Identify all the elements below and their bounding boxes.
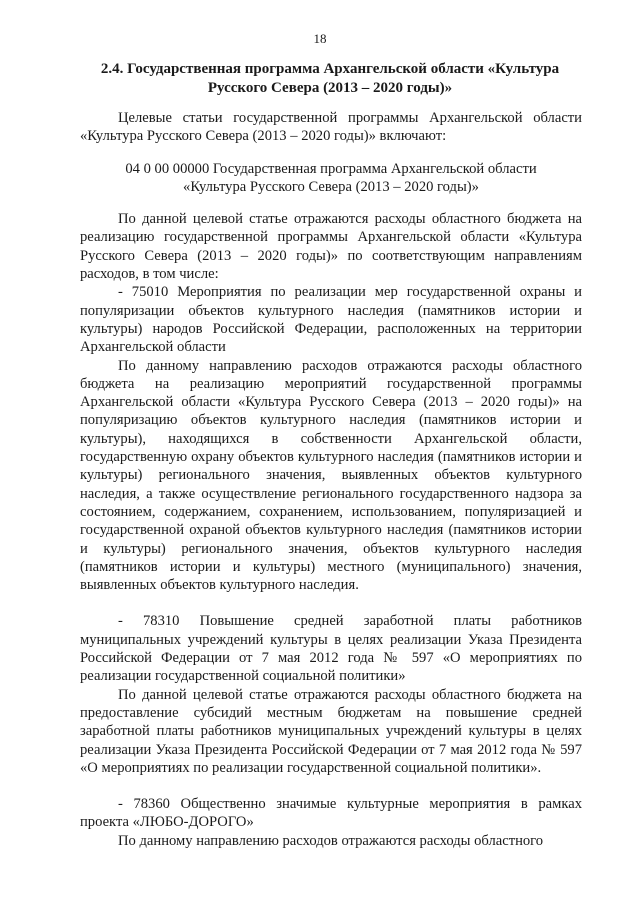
section-heading (80, 60, 580, 98)
intro-paragraph (80, 109, 582, 127)
paragraph-75010-description: По данному направлению расходов отражаются расходы областного бюджета на реализацию мероприятий государственной программы Архангельской области «Культура Русского Севера (2013 – 2020 годы)» на популяризацию объектов культурного наследия (памятников истории и культуры), находящихся в собственности Архангельской области, государственную охрану объектов культурного наследия (памятников истории и культуры) регионального значения, выявленных объектов культурного наследия, а также осуществление регионального государственного надзора за состоянием, содержанием, сохранением, использованием, популяризацией и государственной охраной объектов культурного наследия (памятников истории и культуры) регионального значения, объектов культурного наследия (памятников истории и культуры) местного (муниципального) значения, выявленных объектов культурного наследия. (80, 357, 582, 594)
item-75010: - 75010 Мероприятия по реализации мер государственной охраны и популяризации объектов культурного наследия (памятников истории и культуры) народов Российской Федерации, расположенных на территории Архангельской области (80, 284, 582, 356)
intro-paragraph-cont (80, 127, 582, 145)
spacer (80, 777, 582, 795)
section-heading-line: Русского Севера (2013 – 2020 годы)» (207, 80, 453, 96)
page-number: 18 (313, 31, 327, 46)
intro-line: Целевые статьи государственной программы Архангельской области (118, 110, 582, 126)
paragraph-target-article: По данной целевой статье отражаются расходы областного бюджета на реализацию государственной программы Архангельской области «Культура Русского Севера (2013 – 2020 годы)» по соответствующим направлениям расходов, в том числе: (80, 211, 582, 283)
program-code-line: «Культура Русского Севера (2013 – 2020 годы)» (183, 178, 479, 195)
program-code-line: 04 0 00 00000 Государственная программа Архангельской области (125, 160, 537, 177)
spacer (80, 594, 582, 612)
item-78360: - 78360 Общественно значимые культурные мероприятия в рамках проекта «ЛЮБО-ДОРОГО» (80, 796, 582, 831)
item-78310: - 78310 Повышение средней заработной платы работников муниципальных учреждений культуры в целях реализации Указа Президента Российской Федерации от 7 мая 2012 года № 597 «О мероприятиях по реализации государственной социальной политики» (80, 613, 582, 685)
document-body (80, 109, 582, 850)
paragraph-78310-description: По данной целевой статье отражаются расходы областного бюджета на предоставление субсидий местным бюджетам на повышение средней заработной платы работников муниципальных учреждений культуры в целях реализации Указа Президента Российской Федерации от 7 мая 2012 года № 597 «О мероприятиях по реализации государственной социальной политики». (80, 686, 582, 776)
program-code-title (80, 160, 582, 197)
paragraph-78360-description: По данному направлению расходов отражаются расходы областного (118, 832, 544, 849)
intro-line: «Культура Русского Севера (2013 – 2020 годы)» включают: (80, 128, 447, 145)
section-heading-line: 2.4. Государственная программа Архангельской области «Культура (100, 61, 560, 77)
